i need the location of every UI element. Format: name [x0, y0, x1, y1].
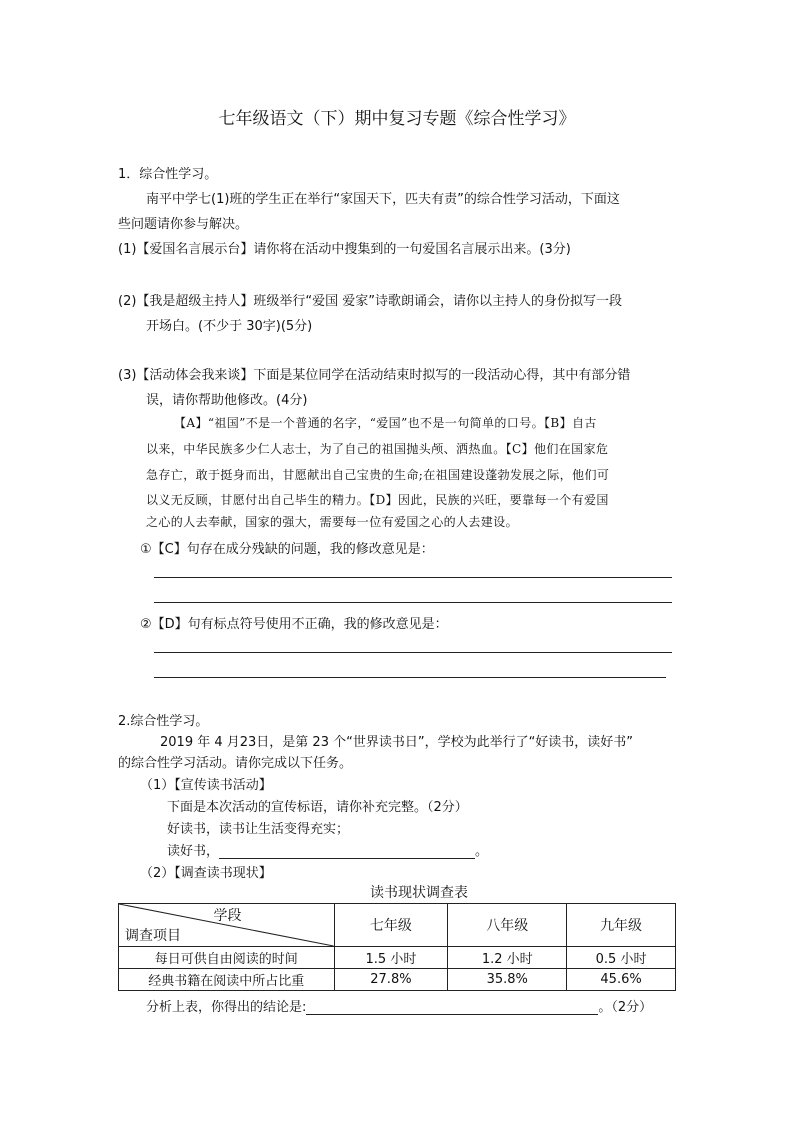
table-cell: 45.6% [567, 969, 676, 991]
slogan-answer-line[interactable] [219, 844, 475, 859]
column-header: 九年级 [567, 904, 676, 947]
analysis-line [146, 996, 652, 1015]
answer-line[interactable] [154, 577, 672, 578]
answer-line[interactable] [154, 677, 666, 678]
passage-line: 以义无反顾，甘愿付出自己毕生的精力。【D】因此，民族的兴旺，要靠每一个有爱国 [146, 493, 609, 507]
slogan2-end: 。 [475, 844, 489, 859]
answer-line[interactable] [154, 602, 672, 603]
table-cell: 0.5 小时 [567, 947, 676, 969]
page-title: 七年级语文（下）期中复习专题《综合性学习》 [218, 109, 576, 129]
table-cell: 35.8% [448, 969, 567, 991]
table-cell: 27.8% [334, 969, 448, 991]
column-header: 七年级 [334, 904, 448, 947]
column-header: 八年级 [448, 904, 567, 947]
table-row [119, 947, 676, 969]
slogan2-text: 读好书， [167, 844, 220, 859]
passage-line: 【A】“祖国”不是一个普通的名字，“爱国”也不是一句简单的口号。【B】自古 [174, 416, 597, 430]
item-c-prompt: ①【C】句存在成分残缺的问题，我的修改意见是： [140, 542, 434, 557]
q2-intro-line2: 的综合性学习活动。请你完成以下任务。 [118, 756, 353, 771]
q1-sub1: (1)【爱国名言展示台】请你将在活动中搜集到的一句爱国名言展示出来。(3分) [118, 242, 571, 257]
table-header-row [119, 904, 676, 947]
diag-bottom-label: 调查项目 [125, 928, 181, 944]
item-d-prompt: ②【D】句有标点符号使用不正确，我的修改意见是： [140, 617, 448, 632]
task2-label: （2）【调查读书现状】 [140, 866, 272, 881]
analysis-answer-line[interactable] [306, 1000, 598, 1015]
q1-sub3-line2: 误，请你帮助他修改。(4分) [146, 393, 308, 408]
passage-line: 急存亡，敢于挺身而出，甘愿献出自己宝贵的生命;在祖国建设蓬勃发展之际，他们可 [146, 468, 610, 482]
q1-sub2-line2: 开场白。(不少于 30字)(5分) [146, 319, 313, 334]
row-label: 每日可供自由阅读的时间 [119, 947, 335, 969]
table-cell: 1.5 小时 [334, 947, 448, 969]
slogan-line1: 好读书，读书让生活变得充实； [167, 822, 350, 837]
q1-sub2-line1: (2)【我是超级主持人】班级举行“爱国 爱家”诗歌朗诵会，请你以主持人的身份拟写一段 [118, 294, 623, 309]
q1-heading: 1．综合性学习。 [118, 167, 218, 182]
table-title: 读书现状调查表 [370, 885, 468, 901]
q1-sub3-line1: (3)【活动体会我来谈】下面是某位同学在活动结束时拟写的一段活动心得，其中有部分错 [118, 368, 631, 383]
answer-line[interactable] [154, 652, 672, 653]
q1-intro-line1: 南平中学七(1)班的学生正在举行“家国天下，匹夫有责”的综合性学习活动，下面这 [146, 192, 620, 207]
row-label: 经典书籍在阅读中所占比重 [119, 969, 335, 991]
analysis-end: 。（2分） [598, 1000, 653, 1015]
analysis-prompt: 分析上表，你得出的结论是: [146, 1000, 307, 1015]
task1-desc: 下面是本次活动的宣传标语，请你补充完整。（2分） [167, 800, 468, 815]
passage-line: 以来，中华民族多少仁人志士，为了自己的祖国抛头颅、洒热血。【C】他们在国家危 [146, 442, 609, 456]
q2-heading: 2.综合性学习。 [118, 714, 209, 729]
table-diagonal-header [119, 904, 335, 947]
q2-intro-line1: 2019 年 4 月23日，是第 23 个“世界读书日”，学校为此举行了“好读书，读好书” [160, 735, 634, 750]
q1-intro-line2: 些问题请你参与解决。 [118, 217, 249, 232]
table-cell: 1.2 小时 [448, 947, 567, 969]
diag-top-label: 学段 [213, 908, 242, 924]
task1-label: （1）【宣传读书活动】 [140, 778, 272, 793]
survey-table [118, 903, 676, 991]
table-row [119, 969, 676, 991]
slogan-line2 [167, 840, 488, 859]
passage-line: 之心的人去奉献，国家的强大，需要每一位有爱国之心的人去建设。 [146, 515, 519, 529]
